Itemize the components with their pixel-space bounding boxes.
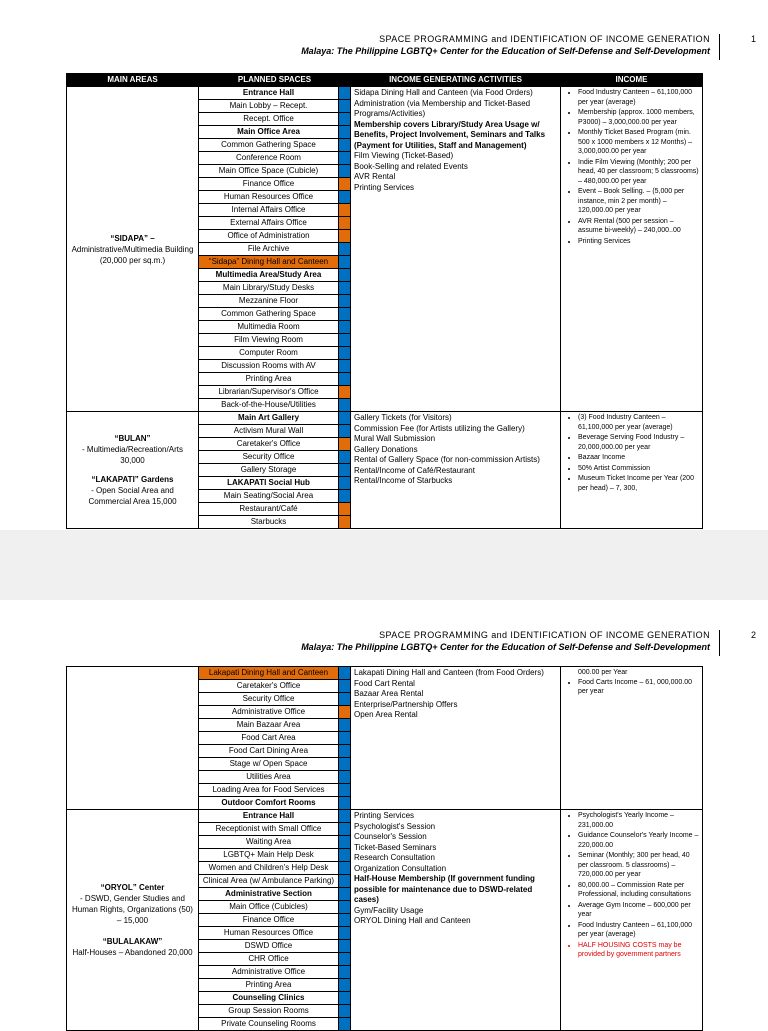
activity-item: Counselor's Session bbox=[354, 832, 427, 841]
planned-space: Gallery Storage bbox=[199, 464, 339, 477]
lakapati-section bbox=[67, 667, 703, 810]
planned-space: Entrance Hall bbox=[199, 810, 339, 823]
planned-space: Private Counseling Rooms bbox=[199, 1018, 339, 1031]
area-description: - DSWD, Gender Studies and Human Rights, Organizations (50) – 15,000 bbox=[72, 894, 193, 925]
planned-space: Recept. Office bbox=[199, 113, 339, 126]
planned-space: Mezzanine Floor bbox=[199, 295, 339, 308]
space-marker bbox=[339, 230, 351, 243]
col-main-areas: MAIN AREAS bbox=[67, 74, 199, 87]
planned-space: Entrance Hall bbox=[199, 87, 339, 100]
planned-space: Activism Mural Wall bbox=[199, 425, 339, 438]
space-marker bbox=[339, 784, 351, 797]
col-income: INCOME bbox=[561, 74, 703, 87]
planned-space: “Sidapa” Dining Hall and Canteen bbox=[199, 256, 339, 269]
planned-space: CHR Office bbox=[199, 953, 339, 966]
planned-space: Caretaker's Office bbox=[199, 438, 339, 451]
space-marker bbox=[339, 1005, 351, 1018]
page-number: 2 bbox=[719, 630, 756, 656]
activity-item: Bazaar Area Rental bbox=[354, 689, 424, 698]
header-title: SPACE PROGRAMMING and IDENTIFICATION OF INCOME GENERATION bbox=[379, 34, 710, 44]
space-marker bbox=[339, 888, 351, 901]
space-marker bbox=[339, 875, 351, 888]
planned-space: LAKAPATI Social Hub bbox=[199, 477, 339, 490]
space-marker bbox=[339, 243, 351, 256]
activity-item: Open Area Rental bbox=[354, 710, 418, 719]
space-row bbox=[67, 810, 703, 823]
space-marker bbox=[339, 719, 351, 732]
activity-item: Rental/Income of Starbucks bbox=[354, 476, 453, 485]
space-marker bbox=[339, 412, 351, 425]
income-item: • Indie Film Viewing (Monthly; 200 per head, 40 per classroom; 5 classrooms) – 480,000.00 per year bbox=[578, 158, 699, 187]
space-marker bbox=[339, 940, 351, 953]
space-marker bbox=[339, 87, 351, 100]
planned-space: Printing Area bbox=[199, 979, 339, 992]
planned-space: Back-of-the-House/Utilities bbox=[199, 399, 339, 412]
space-table-page-2 bbox=[66, 666, 703, 1031]
area-description-2: Half-Houses – Abandoned 20,000 bbox=[72, 948, 193, 957]
planned-space: Security Office bbox=[199, 693, 339, 706]
activity-item: ORYOL Dining Hall and Canteen bbox=[354, 916, 471, 925]
activity-item: Lakapati Dining Hall and Canteen (from Food Orders) bbox=[354, 668, 544, 677]
space-marker bbox=[339, 849, 351, 862]
activities-cell bbox=[351, 412, 561, 529]
income-item: • Food Carts Income – 61, 000,000.00 per year bbox=[578, 678, 699, 697]
space-marker bbox=[339, 386, 351, 399]
space-marker bbox=[339, 269, 351, 282]
planned-space: LGBTQ+ Main Help Desk bbox=[199, 849, 339, 862]
planned-space: Administrative Office bbox=[199, 966, 339, 979]
space-marker bbox=[339, 165, 351, 178]
main-area-cell bbox=[67, 412, 199, 529]
space-table-page-1 bbox=[66, 73, 703, 529]
space-marker bbox=[339, 516, 351, 529]
main-area-cell bbox=[67, 810, 199, 1031]
planned-space: Loading Area for Food Services bbox=[199, 784, 339, 797]
activity-item: Rental/Income of Café/Restaurant bbox=[354, 465, 475, 475]
space-marker bbox=[339, 758, 351, 771]
activities-cell bbox=[351, 87, 561, 412]
oryol-section bbox=[67, 810, 703, 1031]
planned-space: Waiting Area bbox=[199, 836, 339, 849]
income-item: • Food Industry Canteen – 61,100,000 per year (average) bbox=[578, 921, 699, 940]
space-marker bbox=[339, 256, 351, 269]
income-item: • Printing Services bbox=[578, 237, 699, 247]
space-marker bbox=[339, 360, 351, 373]
income-cell bbox=[561, 810, 703, 1031]
planned-space: Restaurant/Café bbox=[199, 503, 339, 516]
main-area-cell bbox=[67, 87, 199, 412]
income-cell bbox=[561, 87, 703, 412]
planned-space: Common Gathering Space bbox=[199, 308, 339, 321]
planned-space: Administrative Section bbox=[199, 888, 339, 901]
income-item: • (3) Food Industry Canteen – 61,100,000 per year (average) bbox=[578, 413, 699, 432]
income-list bbox=[564, 88, 699, 246]
area-name: “ORYOL” Center bbox=[100, 883, 165, 892]
activity-item: Organization Consultation bbox=[354, 863, 447, 873]
activity-item: Printing Services bbox=[354, 182, 415, 192]
activity-item: Mural Wall Submission bbox=[354, 434, 436, 443]
planned-space: Main Lobby – Recept. bbox=[199, 100, 339, 113]
planned-space: Main Library/Study Desks bbox=[199, 282, 339, 295]
space-marker bbox=[339, 745, 351, 758]
activity-item: Gallery Donations bbox=[354, 444, 418, 454]
area-name-2: “BULALAKAW” bbox=[102, 937, 163, 946]
planned-space: Office of Administration bbox=[199, 230, 339, 243]
space-marker bbox=[339, 966, 351, 979]
planned-space: Stage w/ Open Space bbox=[199, 758, 339, 771]
space-row bbox=[67, 667, 703, 680]
planned-space: Conference Room bbox=[199, 152, 339, 165]
planned-space: Utilities Area bbox=[199, 771, 339, 784]
space-marker bbox=[339, 797, 351, 810]
income-item: • Event – Book Selling. – (5,000 per instance, min 2 per month) – 120,000.00 per year bbox=[578, 187, 699, 216]
header-subtitle: Malaya: The Philippine LGBTQ+ Center for the Education of Self-Defense and Self-Development bbox=[301, 46, 710, 56]
activity-item: Printing Services bbox=[354, 811, 415, 820]
table-header-row bbox=[67, 74, 703, 87]
col-planned-spaces: PLANNED SPACES bbox=[199, 74, 351, 87]
planned-space: Food Cart Dining Area bbox=[199, 745, 339, 758]
income-cell bbox=[561, 412, 703, 529]
planned-space: Counseling Clinics bbox=[199, 992, 339, 1005]
planned-space: External Affairs Office bbox=[199, 217, 339, 230]
space-marker bbox=[339, 347, 351, 360]
space-marker bbox=[339, 399, 351, 412]
planned-space: Lakapati Dining Hall and Canteen bbox=[199, 667, 339, 680]
income-list bbox=[564, 413, 699, 493]
space-marker bbox=[339, 334, 351, 347]
space-marker bbox=[339, 490, 351, 503]
planned-space: Human Resources Office bbox=[199, 927, 339, 940]
income-item: • Museum Ticket Income per Year (200 per head) – 7, 300, bbox=[578, 474, 699, 493]
income-item: • Food Industry Canteen – 61,100,000 per year (average) bbox=[578, 88, 699, 107]
header-title: SPACE PROGRAMMING and IDENTIFICATION OF INCOME GENERATION bbox=[379, 630, 710, 640]
activity-item: Rental of Gallery Space (for non-commission Artists) bbox=[354, 455, 540, 464]
activity-item: Psychologist's Session bbox=[354, 821, 436, 831]
planned-space: Main Office Space (Cubicle) bbox=[199, 165, 339, 178]
space-marker bbox=[339, 503, 351, 516]
planned-space: Finance Office bbox=[199, 914, 339, 927]
space-marker bbox=[339, 992, 351, 1005]
planned-space: File Archive bbox=[199, 243, 339, 256]
income-item: • 50% Artist Commission bbox=[578, 464, 699, 474]
space-marker bbox=[339, 139, 351, 152]
planned-space: Administrative Office bbox=[199, 706, 339, 719]
income-item: • Membership (approx. 1000 members, P3000) – 3,000,000.00 per year bbox=[578, 108, 699, 127]
planned-space: Women and Children's Help Desk bbox=[199, 862, 339, 875]
area-description: Administrative/Multimedia Building (20,000 per sq.m.) bbox=[71, 244, 194, 265]
activity-item: Food Cart Rental bbox=[354, 678, 415, 688]
activity-item: Administration (via Membership and Ticket-Based Programs/Activities) bbox=[354, 98, 531, 118]
planned-space: Internal Affairs Office bbox=[199, 204, 339, 217]
activity-item: Ticket-Based Seminars bbox=[354, 842, 437, 852]
planned-space: Discussion Rooms with AV bbox=[199, 360, 339, 373]
col-income-activities: INCOME GENERATING ACTIVITIES bbox=[351, 74, 561, 87]
space-marker bbox=[339, 464, 351, 477]
space-marker bbox=[339, 321, 351, 334]
space-marker bbox=[339, 295, 351, 308]
income-item: • Bazaar Income bbox=[578, 453, 699, 463]
space-marker bbox=[339, 282, 351, 295]
space-marker bbox=[339, 373, 351, 386]
space-marker bbox=[339, 152, 351, 165]
space-marker bbox=[339, 204, 351, 217]
activity-item: Sidapa Dining Hall and Canteen (via Food Orders) bbox=[354, 88, 533, 97]
space-marker bbox=[339, 1018, 351, 1031]
activities-cell bbox=[351, 667, 561, 810]
income-item: • Psychologist's Yearly Income – 231,000.00 bbox=[578, 811, 699, 830]
space-marker bbox=[339, 732, 351, 745]
planned-space: Multimedia Room bbox=[199, 321, 339, 334]
main-area-cell bbox=[67, 667, 199, 810]
area-name-2: “LAKAPATI” Gardens bbox=[91, 475, 174, 484]
space-marker bbox=[339, 178, 351, 191]
space-marker bbox=[339, 667, 351, 680]
activities-cell bbox=[351, 810, 561, 1031]
page-gap bbox=[0, 530, 768, 600]
space-marker bbox=[339, 438, 351, 451]
space-row bbox=[67, 87, 703, 100]
header-subtitle: Malaya: The Philippine LGBTQ+ Center for the Education of Self-Defense and Self-Development bbox=[301, 642, 710, 652]
area-description-2: - Open Social Area and Commercial Area 15,000 bbox=[88, 486, 177, 506]
activity-item: AVR Rental bbox=[354, 172, 396, 181]
space-marker bbox=[339, 113, 351, 126]
space-marker bbox=[339, 191, 351, 204]
planned-space: Film Viewing Room bbox=[199, 334, 339, 347]
space-marker bbox=[339, 914, 351, 927]
income-item: • HALF HOUSING COSTS may be provided by government partners bbox=[578, 941, 699, 960]
planned-space: Security Office bbox=[199, 451, 339, 464]
area-description: - Multimedia/Recreation/Arts 30,000 bbox=[82, 445, 183, 465]
activity-item: Commission Fee (for Artists utilizing the Gallery) bbox=[354, 423, 525, 433]
income-item: • AVR Rental (500 per session – assume bi-weekly) – 240,000..00 bbox=[578, 217, 699, 236]
space-marker bbox=[339, 953, 351, 966]
income-item: • Beverage Serving Food Industry – 20,000,000.00 per year bbox=[578, 433, 699, 452]
space-marker bbox=[339, 836, 351, 849]
planned-space: Food Cart Area bbox=[199, 732, 339, 745]
space-marker bbox=[339, 680, 351, 693]
income-continued: 000.00 per Year bbox=[578, 669, 628, 676]
income-item: • Guidance Counselor's Yearly Income – 220,000.00 bbox=[578, 831, 699, 850]
income-item: • 80,000.00 – Commission Rate per Professional, including consultations bbox=[578, 881, 699, 900]
activity-item: Membership covers Library/Study Area Usage w/ Benefits, Project Involvement, Seminars and Talks (Payment for Utilities, Staff and Management) bbox=[354, 119, 546, 150]
space-marker bbox=[339, 901, 351, 914]
area-name: “BULAN” bbox=[114, 434, 151, 443]
income-item: • Average Gym Income – 600,000 per year bbox=[578, 901, 699, 920]
activity-item: Enterprise/Partnership Offers bbox=[354, 699, 458, 709]
space-marker bbox=[339, 862, 351, 875]
planned-space: Outdoor Comfort Rooms bbox=[199, 797, 339, 810]
planned-space: DSWD Office bbox=[199, 940, 339, 953]
space-marker bbox=[339, 477, 351, 490]
planned-space: Clinical Area (w/ Ambulance Parking) bbox=[199, 875, 339, 888]
space-row bbox=[67, 412, 703, 425]
income-cell bbox=[561, 667, 703, 810]
bulan-section bbox=[67, 412, 703, 529]
space-marker bbox=[339, 771, 351, 784]
space-marker bbox=[339, 706, 351, 719]
planned-space: Multimedia Area/Study Area bbox=[199, 269, 339, 282]
space-marker bbox=[339, 425, 351, 438]
planned-space: Finance Office bbox=[199, 178, 339, 191]
space-marker bbox=[339, 217, 351, 230]
income-list bbox=[564, 678, 699, 697]
page-header bbox=[301, 34, 756, 56]
planned-space: Main Office (Cubicles) bbox=[199, 901, 339, 914]
activity-item: Half-House Membership (If government funding possible for maintenance due to DSWD-related cases) bbox=[354, 874, 535, 904]
page-2 bbox=[0, 600, 768, 1028]
activity-item: Book-Selling and related Events bbox=[354, 161, 468, 171]
space-marker bbox=[339, 100, 351, 113]
area-name: “SIDAPA” – bbox=[110, 233, 155, 243]
planned-space: Caretaker's Office bbox=[199, 680, 339, 693]
space-marker bbox=[339, 823, 351, 836]
planned-space: Main Seating/Social Area bbox=[199, 490, 339, 503]
income-item: • Monthly Ticket Based Program (min. 500 x 1000 members x 12 Months) – 3,000,000.00 per year bbox=[578, 128, 699, 157]
planned-space: Main Office Area bbox=[199, 126, 339, 139]
planned-space: Librarian/Supervisor's Office bbox=[199, 386, 339, 399]
space-marker bbox=[339, 308, 351, 321]
space-marker bbox=[339, 927, 351, 940]
activity-item: Gallery Tickets (for Visitors) bbox=[354, 413, 452, 422]
activity-item: Gym/Facility Usage bbox=[354, 905, 424, 915]
planned-space: Human Resources Office bbox=[199, 191, 339, 204]
planned-space: Receptionist with Small Office bbox=[199, 823, 339, 836]
income-list bbox=[564, 811, 699, 960]
sidapa-section bbox=[67, 87, 703, 412]
page-header bbox=[301, 630, 756, 652]
planned-space: Computer Room bbox=[199, 347, 339, 360]
page-number: 1 bbox=[719, 34, 756, 60]
space-marker bbox=[339, 979, 351, 992]
planned-space: Common Gathering Space bbox=[199, 139, 339, 152]
space-marker bbox=[339, 451, 351, 464]
planned-space: Starbucks bbox=[199, 516, 339, 529]
space-marker bbox=[339, 810, 351, 823]
planned-space: Printing Area bbox=[199, 373, 339, 386]
income-item: • Seminar (Monthly; 300 per head, 40 per classroom. 5 classrooms) – 720,000.00 per year bbox=[578, 851, 699, 880]
activity-item: Research Consultation bbox=[354, 853, 435, 862]
planned-space: Main Art Gallery bbox=[199, 412, 339, 425]
space-marker bbox=[339, 693, 351, 706]
planned-space: Group Session Rooms bbox=[199, 1005, 339, 1018]
space-marker bbox=[339, 126, 351, 139]
planned-space: Main Bazaar Area bbox=[199, 719, 339, 732]
activity-item: Film Viewing (Ticket-Based) bbox=[354, 151, 454, 160]
